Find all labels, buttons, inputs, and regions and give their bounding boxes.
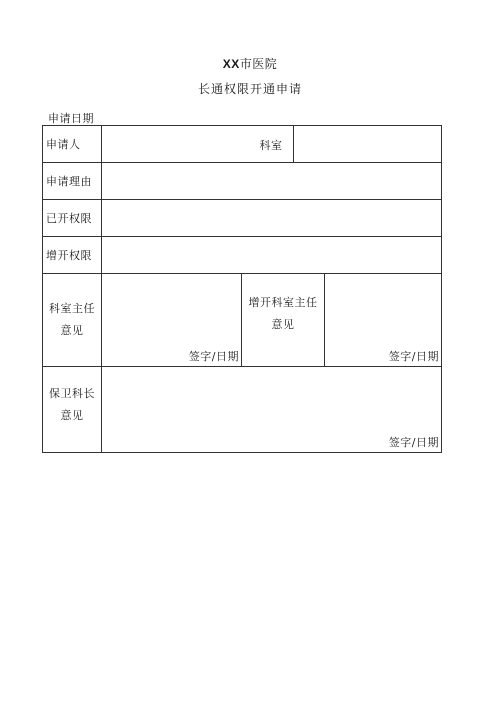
dept-director-opinion-field[interactable] <box>102 274 242 367</box>
applicant-field[interactable] <box>102 126 294 163</box>
reason-row <box>43 163 442 200</box>
applicant-label: 申请人 <box>43 126 102 163</box>
security-opinion-row <box>43 367 442 453</box>
added-dept-director-opinion-field[interactable] <box>325 274 442 367</box>
reason-label: 申请理由 <box>43 163 102 200</box>
department-field[interactable] <box>294 126 442 163</box>
signature-date-label: 签字/日期 <box>188 350 239 363</box>
hospital-title-prefix: XX <box>222 57 240 71</box>
dept-director-opinion-label: 科室主任意见 <box>43 274 102 367</box>
hospital-title-suffix: 市医院 <box>239 57 278 71</box>
reason-field[interactable] <box>102 163 442 200</box>
signature-date-label: 签字/日期 <box>388 350 439 363</box>
signature-date-label: 签字/日期 <box>388 436 439 449</box>
hospital-title <box>0 55 500 72</box>
application-date-label: 申请日期 <box>48 112 94 125</box>
existing-permissions-field[interactable] <box>102 200 442 237</box>
added-permissions-field[interactable] <box>102 237 442 274</box>
added-dept-director-opinion-label: 增开科室主任意见 <box>242 274 325 367</box>
existing-permissions-row <box>43 200 442 237</box>
department-label: 科室 <box>259 139 283 152</box>
director-opinion-row <box>43 274 442 367</box>
existing-permissions-label: 已开权限 <box>43 200 102 237</box>
security-chief-opinion-label: 保卫科长意见 <box>43 367 102 453</box>
form-subtitle: 长通权限开通申请 <box>197 82 302 96</box>
security-chief-opinion-field[interactable] <box>102 367 442 453</box>
added-permissions-label: 增开权限 <box>43 237 102 274</box>
added-permissions-row <box>43 237 442 274</box>
applicant-row <box>43 126 442 163</box>
application-form-table <box>42 125 442 453</box>
